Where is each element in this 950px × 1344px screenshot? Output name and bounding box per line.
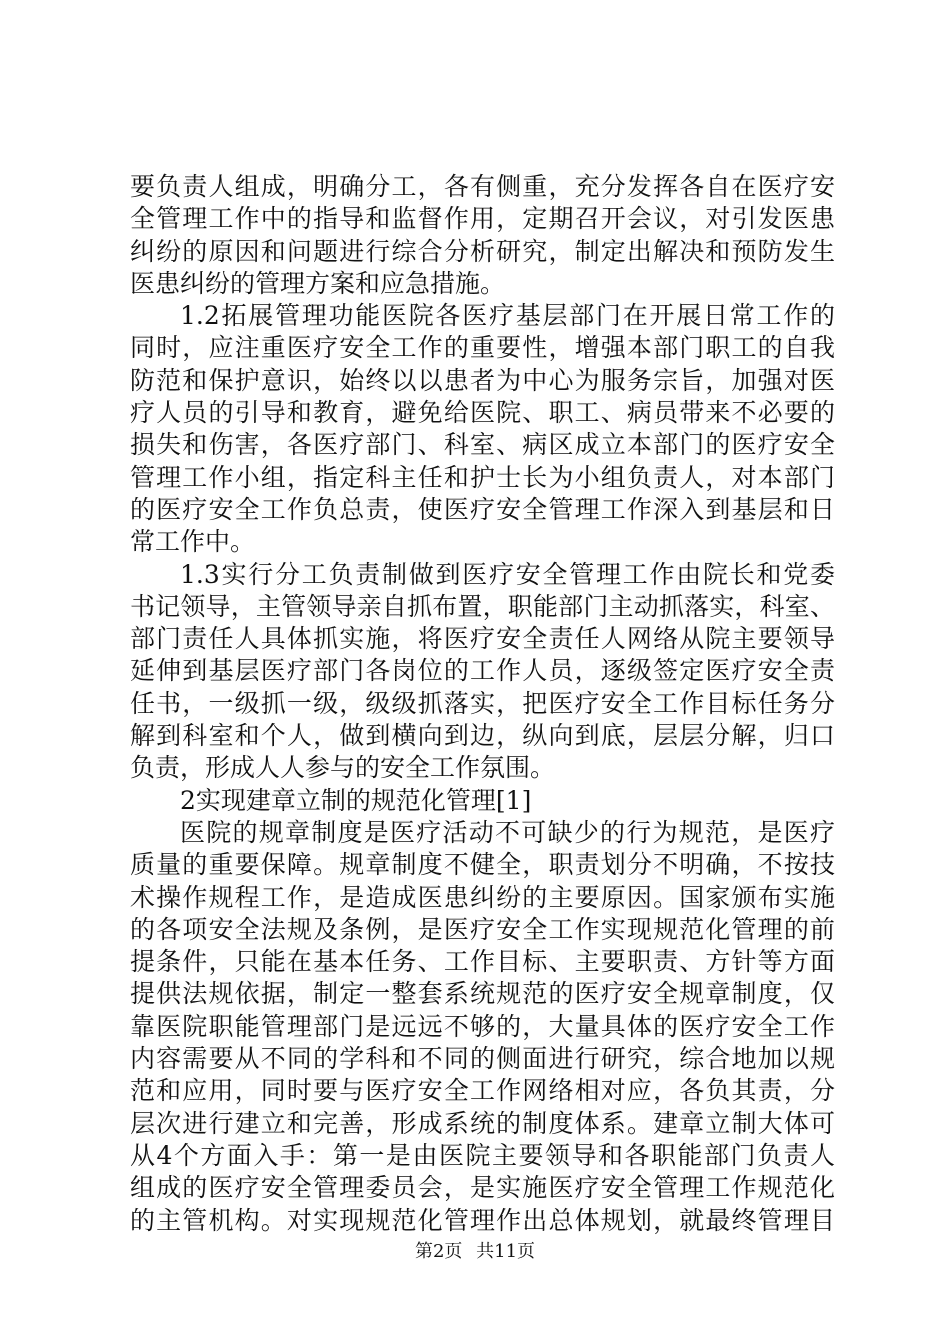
text-line: 同时，应注重医疗安全工作的重要性，增强本部门职工的自我 [130, 333, 835, 363]
text-line: 任书，一级抓一级，级级抓落实，把医疗安全工作目标任务分 [130, 688, 835, 718]
text-line: 提供法规依据，制定一整套系统规范的医疗安全规章制度，仅 [130, 979, 835, 1009]
text-line: 纠纷的原因和问题进行综合分析研究，制定出解决和预防发生 [130, 236, 835, 266]
page-footer [0, 1240, 950, 1264]
text-line: 常工作中。 [130, 527, 256, 557]
text-line: 的主管机构。对实现规范化管理作出总体规划，就最终管理目 [130, 1205, 835, 1235]
text-line: 层次进行建立和完善，形成系统的制度体系。建章立制大体可 [130, 1108, 835, 1138]
page-number: 第2页 [414, 1241, 463, 1262]
text-line: 质量的重要保障。规章制度不健全，职责划分不明确，不按技 [130, 850, 835, 880]
text-line: 疗人员的引导和教育，避免给医院、职工、病员带来不必要的 [130, 398, 835, 428]
text-line: 管理工作小组，指定科主任和护士长为小组负责人，对本部门 [130, 462, 835, 492]
text-line: 书记领导，主管领导亲自抓布置，职能部门主动抓落实，科室、 [130, 591, 835, 621]
text-line: 组成的医疗安全管理委员会，是实施医疗安全管理工作规范化 [130, 1173, 835, 1203]
text-line: 范和应用，同时要与医疗安全工作网络相对应，各负其责，分 [130, 1076, 835, 1106]
page-total: 共11页 [476, 1241, 536, 1262]
text-line: 2实现建章立制的规范化管理[1] [180, 785, 532, 815]
text-line: 从4个方面入手：第一是由医院主要领导和各职能部门负责人 [130, 1140, 835, 1170]
text-line: 负责，形成人人参与的安全工作氛围。 [130, 753, 556, 783]
text-line: 损失和伤害，各医疗部门、科室、病区成立本部门的医疗安全 [130, 430, 835, 460]
text-line: 医患纠纷的管理方案和应急措施。 [130, 268, 506, 298]
text-line: 防范和保护意识，始终以以患者为中心为服务宗旨，加强对医 [130, 365, 835, 395]
text-line: 的医疗安全工作负总责，使医疗安全管理工作深入到基层和日 [130, 494, 835, 524]
text-line: 全管理工作中的指导和监督作用，定期召开会议，对引发医患 [130, 204, 835, 234]
text-line: 要负责人组成，明确分工，各有侧重，充分发挥各自在医疗安 [130, 172, 835, 201]
document-body [130, 171, 835, 1237]
text-line: 术操作规程工作，是造成医患纠纷的主要原因。国家颁布实施 [130, 882, 835, 912]
text-line: 医院的规章制度是医疗活动不可缺少的行为规范，是医疗 [180, 817, 835, 847]
text-line: 的各项安全法规及条例，是医疗安全工作实现规范化管理的前 [130, 914, 835, 944]
text-line: 解到科室和个人，做到横向到边，纵向到底，层层分解，归口 [130, 721, 835, 751]
text-line: 1.3实行分工负责制做到医疗安全管理工作由院长和党委 [180, 559, 835, 589]
text-line: 内容需要从不同的学科和不同的侧面进行研究，综合地加以规 [130, 1044, 835, 1074]
text-line: 延伸到基层医疗部门各岗位的工作人员，逐级签定医疗安全责 [130, 656, 835, 686]
text-line: 1.2拓展管理功能医院各医疗基层部门在开展日常工作的 [180, 301, 835, 331]
text-line: 部门责任人具体抓实施，将医疗安全责任人网络从院主要领导 [130, 624, 835, 654]
text-line: 靠医院职能管理部门是远远不够的，大量具体的医疗安全工作 [130, 1011, 835, 1041]
text-line: 提条件，只能在基本任务、工作目标、主要职责、方针等方面 [130, 947, 835, 977]
